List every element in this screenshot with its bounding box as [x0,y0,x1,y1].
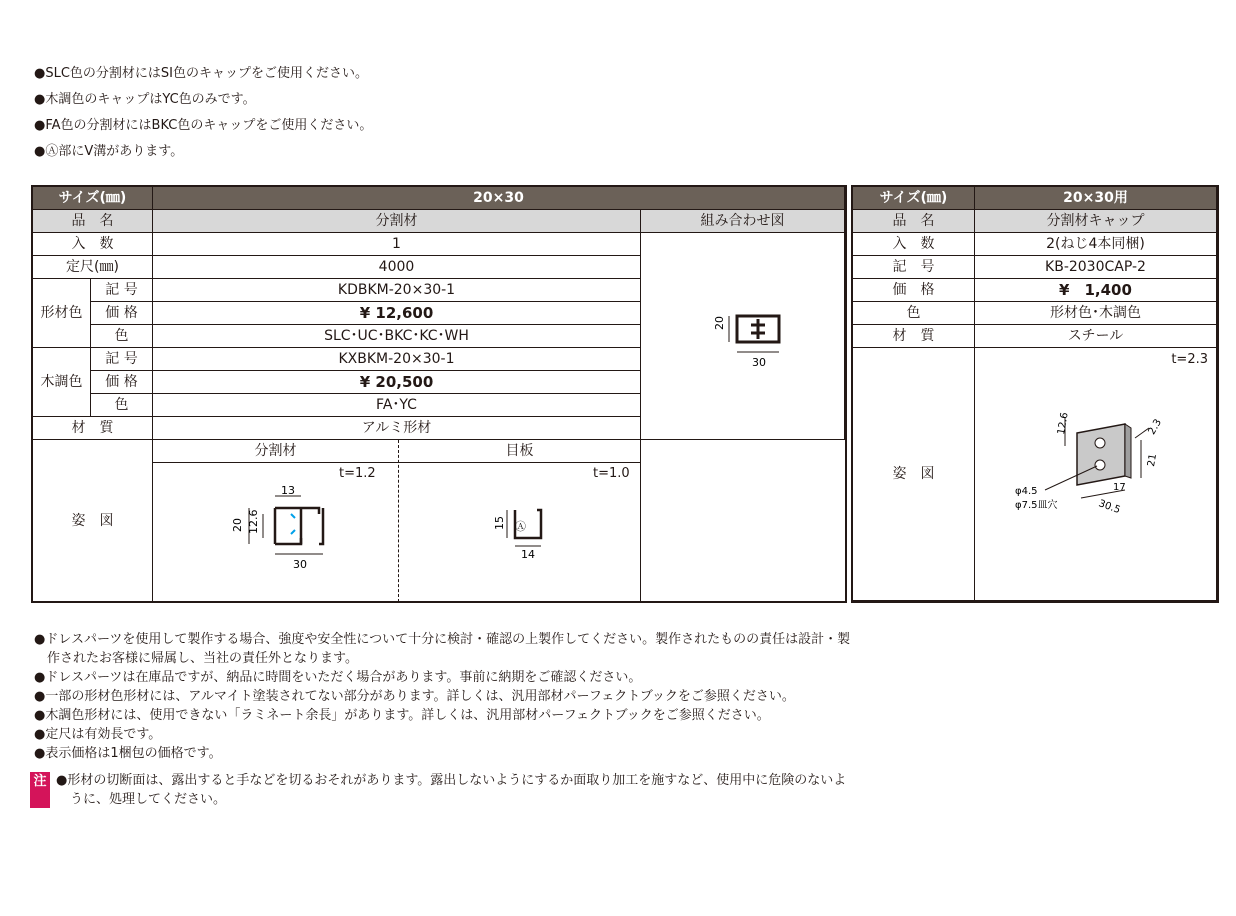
fig-a-thickness: t=1.2 [339,466,376,481]
dim-12-6: 12.6 [247,509,260,534]
wood-color-label: 木調色 [33,348,91,417]
cover-plate-figure [485,494,575,564]
cap-figure-label: 姿 図 [853,348,975,601]
note-fa-cap: ●FA色の分割材にはBKC色のキャップをご使用ください。 [34,118,373,133]
footer-note-1b: 作されたお客様に帰属し、当社の責任外となります。 [34,651,358,666]
wood-color-sub-label: 色 [91,394,153,417]
v-groove-mark: Ⓐ [515,520,526,533]
divider-profile-figure [223,484,333,574]
size-header-value: 20×30 [153,187,845,210]
footer-note-4: ●木調色形材には、使用できない「ラミネート余長」があります。詳しくは、汎用部材パーフェクトブックをご参照ください。 [34,708,770,723]
cap-color-label: 色 [853,302,975,325]
name-value: 分割材 [153,210,641,233]
footer-note-1: ●ドレスパーツを使用して製作する場合、強度や安全性について十分に検討・確認の上製作してください。製作されたものの責任は設計・製 [34,632,851,647]
length-label: 定尺(㎜) [33,256,153,279]
cap-name-label: 品 名 [853,210,975,233]
figure-label: 姿 図 [33,440,153,603]
wood-price-label: 価 格 [91,371,153,394]
cap-size-label: サイズ(㎜) [853,187,975,210]
dim-14: 14 [521,548,535,561]
combo-dim-20: 20 [713,316,726,330]
cap-price-label: 価 格 [853,279,975,302]
dim-15: 15 [493,516,506,530]
cap-qty-value: 2(ねじ4本同梱) [975,233,1217,256]
cap-figure-cell [975,348,1217,601]
caution-line-1: ●形材の切断面は、露出すると手などを切るおそれがあります。露出しないようにするか面取り加工を施すなど、使用中に危険のないよ [56,773,847,788]
cap-dim-17: 17 [1113,482,1126,493]
shape-price-value: ¥ 12,600 [153,302,641,325]
combo-figure [641,286,845,386]
qty-value: 1 [153,233,641,256]
cap-price-value: ¥ 1,400 [975,279,1217,302]
dim-20: 20 [231,518,244,532]
cap-dim-21: 21 [1145,453,1160,468]
cap-code-label: 記 号 [853,256,975,279]
wood-code-label: 記 号 [91,348,153,371]
caution-badge: 注 [30,772,50,808]
shape-color-sub-label: 色 [91,325,153,348]
cap-color-value: 形材色･木調色 [975,302,1217,325]
note-v-groove: ●Ⓐ部にV溝があります。 [34,144,184,159]
combo-dim-30: 30 [752,356,766,369]
footer-note-6: ●表示価格は1梱包の価格です。 [34,746,222,761]
footer-note-3: ●一部の形材色形材には、アルマイト塗装されてない部分があります。詳しくは、汎用部材パーフェクトブックをご参照ください。 [34,689,795,704]
shape-color-label: 形材色 [33,279,91,348]
combo-label: 組み合わせ図 [641,210,845,233]
footer-note-5: ●定尺は有効長です。 [34,727,162,742]
note-wood-cap: ●木調色のキャップはYC色のみです。 [34,92,256,107]
combo-figure-cell [641,233,845,440]
cap-dim-hole: φ4.5 [1015,486,1038,497]
cap-qty-label: 入 数 [853,233,975,256]
name-label: 品 名 [33,210,153,233]
shape-code-value: KDBKM-20×30-1 [153,279,641,302]
dim-13: 13 [281,484,295,497]
figure-cell [153,440,641,603]
shape-colors-value: SLC･UC･BKC･KC･WH [153,325,641,348]
note-slc-cap: ●SLC色の分割材にはSI色のキャップをご使用ください。 [34,66,369,81]
shape-price-label: 価 格 [91,302,153,325]
right-spec-table [852,186,1217,601]
qty-label: 入 数 [33,233,153,256]
caution-line-2: うに、処理してください。 [70,792,227,807]
cap-figure [1015,398,1205,528]
length-value: 4000 [153,256,641,279]
cap-dim-30-5: 30.5 [1096,498,1122,517]
material-value: アルミ形材 [153,417,641,440]
footer-note-2: ●ドレスパーツは在庫品ですが、納品に時間をいただく場合があります。事前に納期をご確認ください。 [34,670,642,685]
cap-size-value: 20×30用 [975,187,1217,210]
cap-material-value: スチール [975,325,1217,348]
wood-code-value: KXBKM-20×30-1 [153,348,641,371]
dim-30: 30 [293,558,307,571]
material-label: 材 質 [33,417,153,440]
size-header-label: サイズ(㎜) [33,187,153,210]
cap-dim-countersink: φ7.5皿穴 [1015,500,1058,511]
wood-price-value: ¥ 20,500 [153,371,641,394]
cap-material-label: 材 質 [853,325,975,348]
shape-code-label: 記 号 [91,279,153,302]
fig-b-title: 目板 [505,443,534,459]
fig-a-title: 分割材 [254,443,297,459]
cap-name-value: 分割材キャップ [975,210,1217,233]
left-spec-table [32,186,845,603]
fig-b-thickness: t=1.0 [593,466,630,481]
wood-colors-value: FA･YC [153,394,641,417]
cap-dim-2-3: 2.3 [1146,417,1165,437]
cap-dim-12-6: 12.6 [1055,411,1071,436]
cap-thickness: t=2.3 [1171,352,1208,367]
cap-code-value: KB-2030CAP-2 [975,256,1217,279]
